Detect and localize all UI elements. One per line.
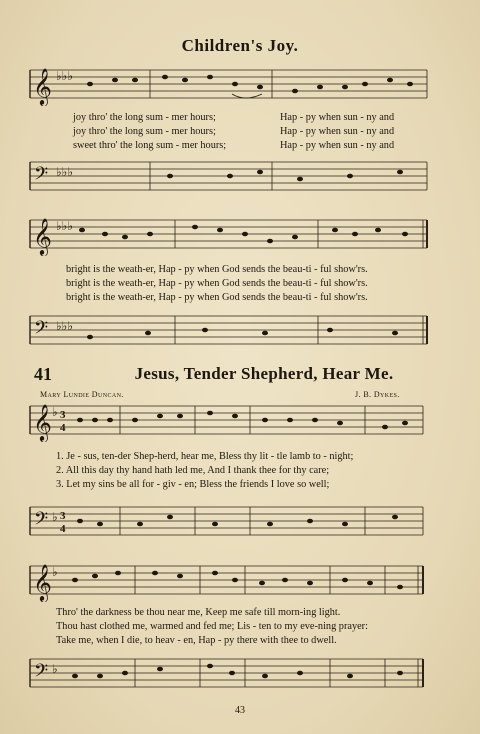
svg-text:𝄢: 𝄢 bbox=[34, 508, 49, 533]
svg-text:♭♭♭: ♭♭♭ bbox=[56, 319, 73, 333]
bass-staff bbox=[0, 655, 480, 695]
svg-text:𝄢: 𝄢 bbox=[34, 660, 49, 685]
hymn2-sys2-verse2: Thou hast clothed me, warmed and fed me; Lis - ten to my eve-ning prayer: bbox=[56, 621, 368, 632]
svg-text:𝄞: 𝄞 bbox=[33, 404, 52, 440]
svg-text:4: 4 bbox=[60, 523, 66, 535]
hymn-title-jesus-tender-shepherd: Jesus, Tender Shepherd, Hear Me. bbox=[134, 364, 394, 383]
hymn-title-childrens-joy: Children's Joy. bbox=[181, 36, 299, 55]
svg-text:♭: ♭ bbox=[52, 662, 58, 676]
words-author-credit: Mary Lundie Duncan. bbox=[40, 390, 124, 399]
hymn2-sys1-verse1: 1. Je - sus, ten-der Shep-herd, hear me, Bless thy lit - tle lamb to - night; bbox=[56, 451, 354, 462]
hymn1-sys2-verse1: bright is the weath-er, Hap - py when God sends the beau-ti - ful show'rs. bbox=[66, 264, 368, 275]
hymn1-sys2-verse2: bright is the weath-er, Hap - py when God sends the beau-ti - ful show'rs. bbox=[66, 278, 368, 289]
hymn2-sys1-verse3: 3. Let my sins be all for - giv - en; Bless the friends I love so well; bbox=[56, 479, 330, 490]
hymn1-sys1-verse1-left: joy thro' the long sum - mer hours; bbox=[73, 112, 216, 123]
hymn1-sys2-verse3: bright is the weath-er, Hap - py when God sends the beau-ti - ful show'rs. bbox=[66, 292, 368, 303]
treble-staff bbox=[0, 402, 480, 442]
bass-staff bbox=[0, 158, 480, 196]
svg-text:♭: ♭ bbox=[52, 510, 58, 524]
svg-text:♭♭♭: ♭♭♭ bbox=[56, 165, 73, 179]
svg-text:♭: ♭ bbox=[52, 405, 58, 419]
treble-staff bbox=[0, 66, 480, 106]
bass-staff bbox=[0, 312, 480, 350]
svg-text:3: 3 bbox=[60, 510, 66, 522]
svg-text:♭♭♭: ♭♭♭ bbox=[56, 219, 73, 233]
hymn2-sys2-verse1: Thro' the darkness be thou near me, Keep me safe till morn-ing light. bbox=[56, 607, 341, 618]
hymn2-sys2-verse3: Take me, when I die, to heav - en, Hap - py there with thee to dwell. bbox=[56, 635, 337, 646]
hymn2-sys1-verse2: 2. All this day thy hand hath led me, And I thank thee for thy care; bbox=[56, 465, 330, 476]
hymn1-sys1-verse1-right: Hap - py when sun - ny and bbox=[280, 112, 395, 123]
hymn-number: 41 bbox=[34, 364, 52, 384]
svg-text:𝄢: 𝄢 bbox=[34, 317, 49, 342]
music-composer-credit: J. B. Dykes. bbox=[355, 390, 400, 399]
hymn1-sys1-verse2-right: Hap - py when sun - ny and bbox=[280, 126, 395, 137]
treble-staff bbox=[0, 562, 480, 602]
svg-text:𝄢: 𝄢 bbox=[34, 163, 49, 188]
svg-text:𝄞: 𝄞 bbox=[33, 218, 52, 254]
treble-staff bbox=[0, 216, 480, 256]
svg-text:4: 4 bbox=[60, 422, 66, 434]
bass-staff bbox=[0, 503, 480, 541]
svg-text:♭: ♭ bbox=[52, 565, 58, 579]
hymn1-sys1-verse3-right: Hap - py when sun - ny and bbox=[280, 140, 395, 151]
svg-text:♭♭♭: ♭♭♭ bbox=[56, 69, 73, 83]
hymn1-sys1-verse2-left: joy thro' the long sum - mer hours; bbox=[73, 126, 216, 137]
hymn1-sys1-verse3-left: sweet thro' the long sum - mer hours; bbox=[73, 140, 227, 151]
svg-text:𝄞: 𝄞 bbox=[33, 68, 52, 104]
page-number: 43 bbox=[235, 705, 245, 716]
svg-text:𝄞: 𝄞 bbox=[33, 564, 52, 600]
svg-text:3: 3 bbox=[60, 409, 66, 421]
